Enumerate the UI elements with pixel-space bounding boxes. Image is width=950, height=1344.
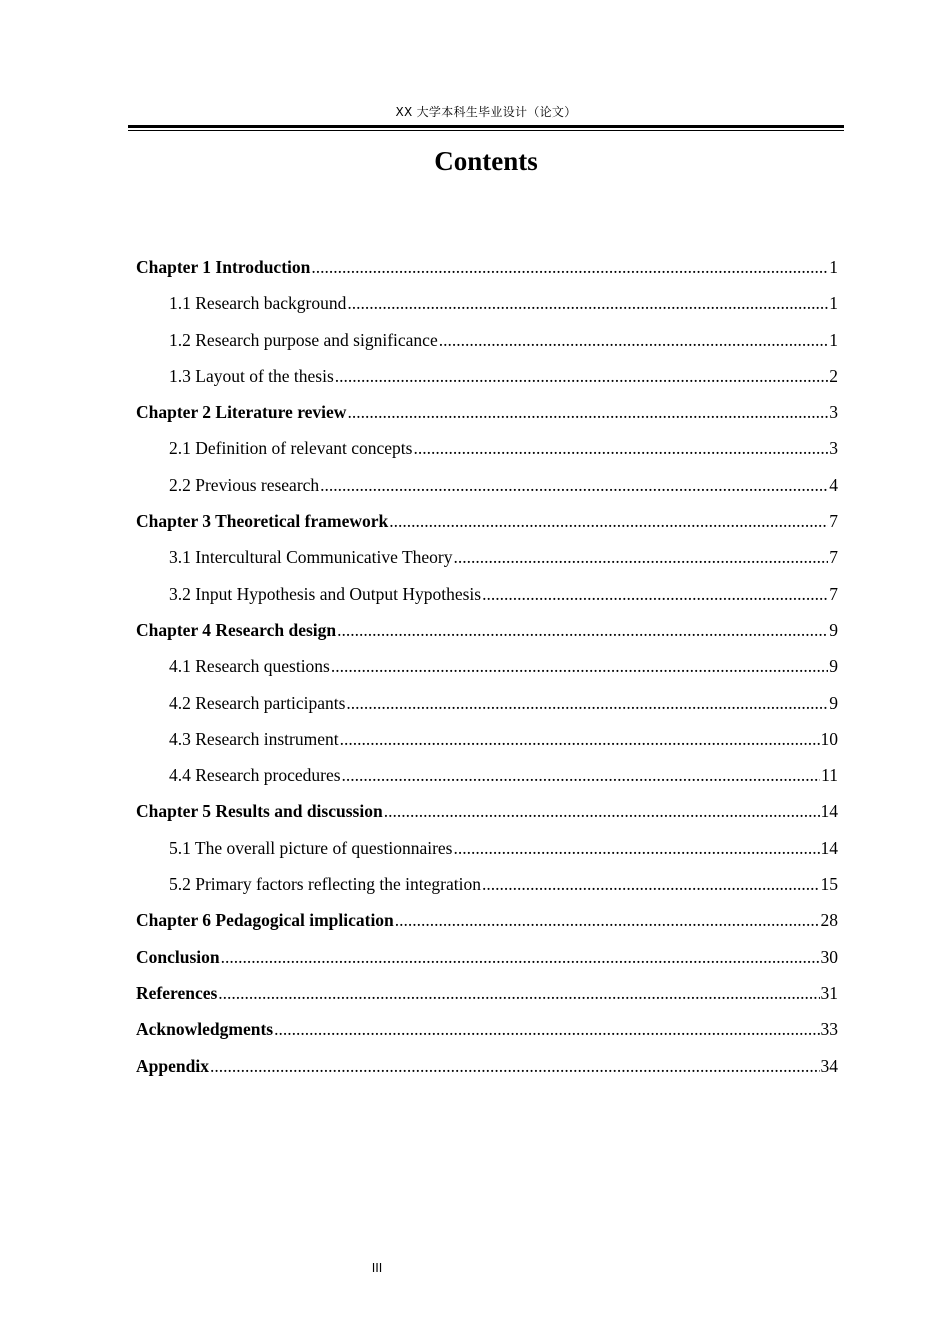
toc-dot-leader — [274, 1016, 819, 1042]
toc-entry-label: Chapter 6 Pedagogical implication — [136, 910, 394, 931]
toc-dot-leader — [482, 871, 820, 897]
toc-entry-label: Appendix — [136, 1055, 209, 1076]
toc-entry-page: 15 — [820, 874, 838, 895]
toc-entry-label: 2.2 Previous research — [169, 474, 320, 495]
toc-dot-leader — [210, 1053, 820, 1079]
toc-dot-leader — [347, 399, 828, 425]
toc-entry-chapter[interactable] — [136, 254, 838, 290]
toc-dot-leader — [454, 544, 829, 570]
toc-dot-leader — [320, 472, 828, 498]
toc-entry-page: 4 — [829, 474, 838, 495]
toc-entry-label: Chapter 4 Research design — [136, 619, 337, 640]
toc-entry-page: 3 — [829, 402, 838, 423]
toc-entry-label: 3.1 Intercultural Communicative Theory — [169, 547, 453, 568]
table-of-contents — [136, 254, 838, 1089]
toc-entry-page: 7 — [829, 547, 838, 568]
page-title: Contents — [434, 146, 538, 176]
toc-entry-page: 9 — [829, 692, 838, 713]
toc-entry-page: 14 — [820, 801, 838, 822]
toc-dot-leader — [337, 617, 828, 643]
toc-entry-label: 5.2 Primary factors reflecting the integration — [169, 874, 481, 895]
toc-entry-page: 2 — [829, 365, 838, 386]
toc-entry-page: 7 — [829, 511, 838, 532]
toc-dot-leader — [311, 254, 828, 280]
toc-entry-page: 31 — [820, 982, 838, 1003]
page-header: XX 大学本科生毕业设计（论文） — [395, 105, 577, 119]
toc-entry-page: 14 — [820, 837, 838, 858]
toc-entry-page: 28 — [820, 910, 838, 931]
toc-entry-label: Chapter 3 Theoretical framework — [136, 511, 389, 532]
toc-dot-leader — [482, 581, 828, 607]
toc-dot-leader — [453, 835, 819, 861]
toc-entry-page: 3 — [829, 438, 838, 459]
toc-entry-label: 2.1 Definition of relevant concepts — [169, 438, 413, 459]
toc-entry-label: 5.1 The overall picture of questionnaires — [169, 837, 453, 858]
toc-entry-section[interactable] — [136, 544, 838, 580]
toc-entry-chapter[interactable] — [136, 617, 838, 653]
toc-dot-leader — [439, 327, 829, 353]
toc-entry-section[interactable] — [136, 472, 838, 508]
toc-dot-leader — [335, 363, 828, 389]
page-number: III — [371, 1261, 383, 1275]
toc-entry-section[interactable] — [136, 835, 838, 871]
toc-dot-leader — [384, 798, 820, 824]
toc-dot-leader — [389, 508, 828, 534]
toc-entry-label: Chapter 2 Literature review — [136, 402, 347, 423]
toc-entry-section[interactable] — [136, 435, 838, 471]
toc-entry-section[interactable] — [136, 690, 838, 726]
toc-entry-page: 10 — [820, 728, 838, 749]
toc-dot-leader — [395, 907, 820, 933]
toc-entry-label: Chapter 5 Results and discussion — [136, 801, 383, 822]
toc-entry-chapter[interactable] — [136, 508, 838, 544]
toc-entry-chapter[interactable] — [136, 1016, 838, 1052]
toc-entry-label: 4.3 Research instrument — [169, 728, 339, 749]
header-rule-thick — [128, 125, 844, 128]
toc-entry-label: 4.2 Research participants — [169, 692, 346, 713]
header-rule-thin — [128, 130, 844, 131]
toc-entry-page: 1 — [829, 257, 838, 277]
toc-dot-leader — [413, 435, 828, 461]
toc-entry-label: 3.2 Input Hypothesis and Output Hypothesis — [169, 583, 482, 604]
toc-entry-section[interactable] — [136, 726, 838, 762]
toc-entry-chapter[interactable] — [136, 399, 838, 435]
toc-entry-chapter[interactable] — [136, 907, 838, 943]
toc-entry-page: 11 — [821, 765, 838, 786]
toc-entry-label: 4.1 Research questions — [169, 656, 330, 677]
toc-dot-leader — [221, 944, 820, 970]
toc-entry-page: 30 — [820, 946, 838, 967]
toc-entry-label: Acknowledgments — [136, 1019, 274, 1040]
toc-entry-label: Conclusion — [136, 946, 220, 967]
toc-entry-label: References — [136, 982, 218, 1003]
toc-entry-section[interactable] — [136, 290, 838, 326]
toc-entry-chapter[interactable] — [136, 944, 838, 980]
toc-entry-page: 33 — [820, 1019, 838, 1040]
toc-entry-page: 1 — [829, 329, 838, 350]
toc-entry-label: Chapter 1 Introduction — [136, 257, 311, 277]
toc-entry-label: 4.4 Research procedures — [169, 765, 341, 786]
toc-entry-section[interactable] — [136, 363, 838, 399]
toc-entry-page: 34 — [820, 1055, 838, 1076]
toc-dot-leader — [331, 653, 828, 679]
toc-entry-page: 7 — [829, 583, 838, 604]
toc-entry-page: 9 — [829, 619, 838, 640]
toc-entry-label: 1.3 Layout of the thesis — [169, 365, 334, 386]
toc-entry-page: 1 — [829, 293, 838, 314]
toc-dot-leader — [346, 690, 828, 716]
toc-entry-label: 1.1 Research background — [169, 293, 347, 314]
toc-entry-section[interactable] — [136, 581, 838, 617]
toc-dot-leader — [342, 762, 821, 788]
toc-entry-section[interactable] — [136, 653, 838, 689]
toc-entry-page: 9 — [829, 656, 838, 677]
toc-entry-chapter[interactable] — [136, 980, 838, 1016]
toc-dot-leader — [347, 290, 828, 316]
toc-entry-label: 1.2 Research purpose and significance — [169, 329, 438, 350]
toc-entry-section[interactable] — [136, 871, 838, 907]
toc-entry-section[interactable] — [136, 762, 838, 798]
toc-entry-chapter[interactable] — [136, 1053, 838, 1089]
toc-entry-chapter[interactable] — [136, 798, 838, 834]
toc-dot-leader — [218, 980, 819, 1006]
toc-dot-leader — [340, 726, 820, 752]
toc-entry-section[interactable] — [136, 327, 838, 363]
